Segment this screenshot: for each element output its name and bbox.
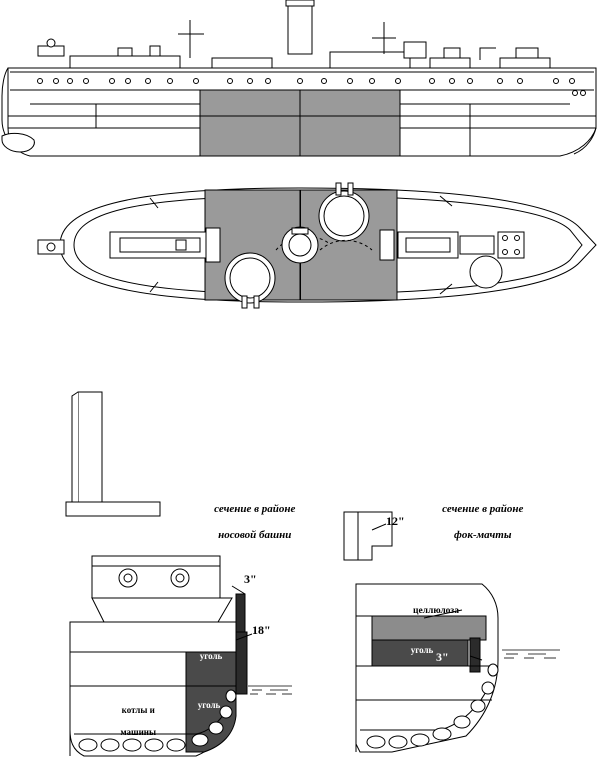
- cellulose-label: целлюлоза: [412, 606, 460, 616]
- machinery-label: [96, 694, 176, 738]
- dimension-18in-left: 18": [252, 623, 271, 637]
- side-elevation-view: [2, 0, 596, 156]
- caption-line-1: сечение в районе: [214, 503, 296, 515]
- machinery-line-1: котлы и: [121, 705, 155, 715]
- coal-label-lower-left: уголь: [197, 700, 221, 710]
- dimension-3in-right: 3": [436, 650, 449, 664]
- machinery-line-2: машины: [120, 727, 157, 737]
- coal-label-right: уголь: [410, 645, 434, 655]
- cross-section-at-foremast: [344, 512, 560, 752]
- deck-plan-view: [38, 183, 596, 308]
- coal-label-upper-left: уголь: [199, 651, 223, 661]
- section-left-caption: [192, 490, 312, 542]
- caption-line-2: фок-мачты: [454, 529, 512, 541]
- dimension-12in-right: 12": [386, 514, 405, 528]
- caption-line-1: сечение в районе: [442, 503, 524, 515]
- caption-line-2: носовой башни: [218, 529, 292, 541]
- section-right-caption: [415, 490, 545, 542]
- dimension-3in-left: 3": [244, 572, 257, 586]
